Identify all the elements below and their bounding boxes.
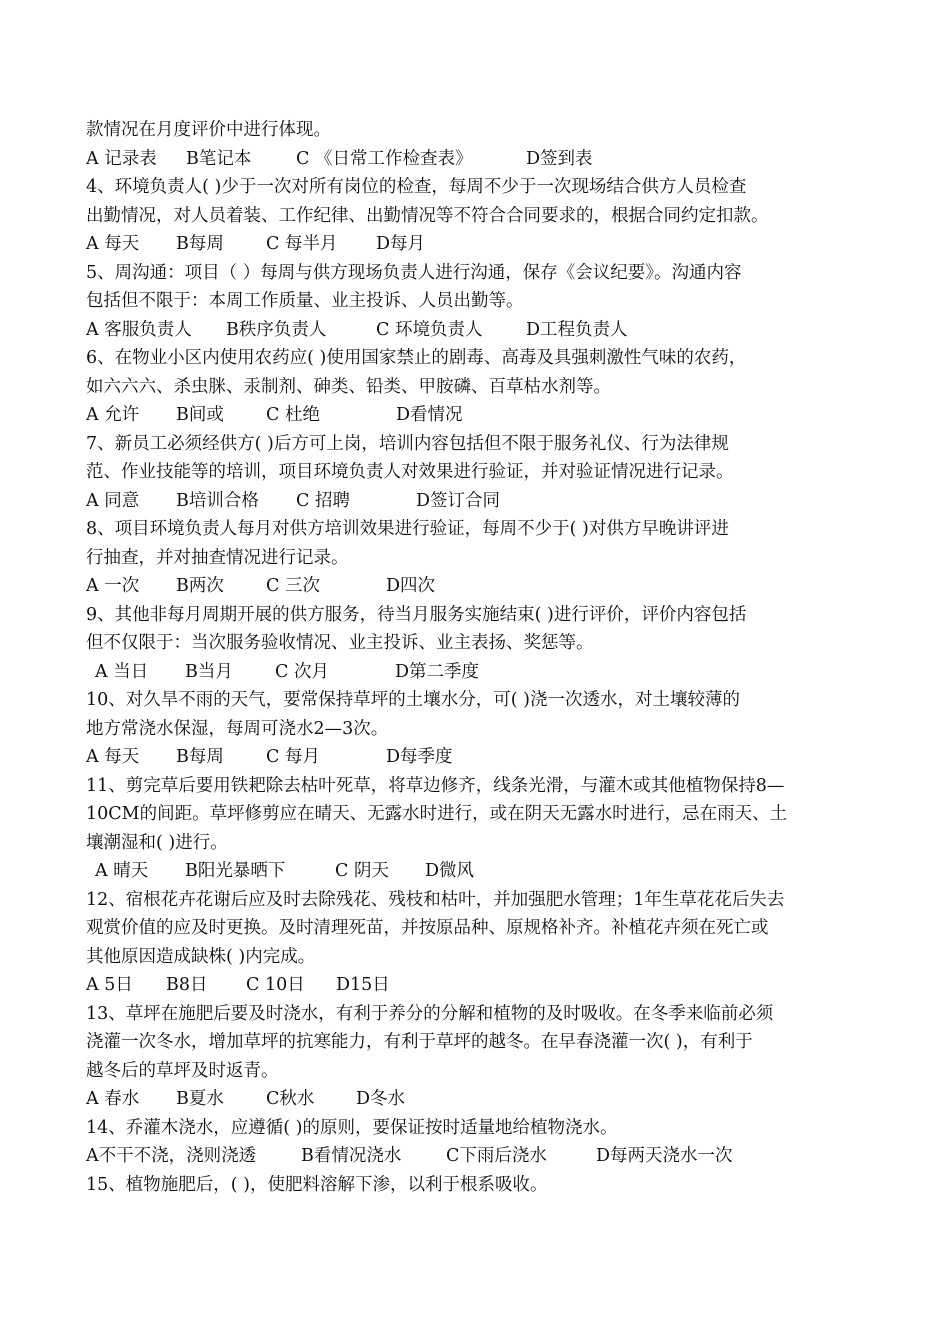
- option-a: A 当日: [95, 661, 149, 682]
- question-block: [86, 173, 866, 259]
- question-text-line: 如六六六、杀虫脒、汞制剂、砷类、铅类、甲胺磷、百草枯水剂等。: [86, 376, 611, 397]
- answer-options: [86, 572, 866, 601]
- option-c: C秋水: [266, 1089, 315, 1109]
- option-c: C 杜绝: [266, 405, 320, 425]
- option-b: B秩序负责人: [226, 319, 327, 340]
- question-text-line: 6、在物业小区内使用农药应( )使用国家禁止的剧毒、高毒及具强刺激性气味的农药，: [86, 348, 747, 368]
- option-d: D四次: [386, 576, 436, 596]
- question-text-line: 包括但不限于：本周工作质量、业主投诉、人员出勤等。: [86, 291, 524, 311]
- option-d: D15日: [336, 975, 390, 995]
- option-b: B每周: [176, 234, 224, 254]
- answer-options: [86, 1085, 866, 1114]
- question-text-line: 出勤情况，对人员着装、工作纪律、出勤情况等不符合合同要求的，根据合同约定扣款。: [86, 205, 769, 226]
- answer-options: [86, 487, 866, 516]
- answer-options: [86, 401, 866, 430]
- option-d: D签到表: [526, 148, 593, 169]
- option-a: A 春水: [86, 1089, 140, 1109]
- option-b: B培训合格: [176, 490, 259, 511]
- question-text-line: 7、新员工必须经供方( )后方可上岗，培训内容包括但不限于服务礼仪、行为法律规: [86, 433, 729, 454]
- answer-options: [86, 316, 866, 345]
- option-c: C 招聘: [296, 490, 350, 511]
- question-text-line: 10、对久旱不雨的天气，要常保持草坪的土壤水分，可( )浇一次透水，对土壤较薄的: [86, 690, 740, 710]
- option-a: A 每天: [86, 747, 140, 767]
- question-text-line: 9、其他非每月周期开展的供方服务，待当月服务实施结束( )进行评价，评价内容包括: [86, 604, 747, 625]
- question-text-line: 11、剪完草后要用铁耙除去枯叶死草，将草边修齐，线条光滑，与灌木或其他植物保持8—: [86, 775, 785, 796]
- option-c: C 10日: [246, 975, 305, 995]
- question-block: [86, 430, 866, 516]
- option-b: B两次: [176, 576, 224, 596]
- question-text-line: 5、周沟通：项目（ ）每周与供方现场负责人进行沟通，保存《会议纪要》。沟通内容: [86, 262, 742, 283]
- option-c: C 每月: [266, 747, 320, 767]
- option-b: B夏水: [176, 1089, 224, 1109]
- option-c: C 每半月: [266, 234, 338, 254]
- option-c: C 阴天: [335, 861, 389, 881]
- question-list: [86, 116, 866, 1199]
- question-block: [86, 344, 866, 430]
- question-block: [86, 1171, 866, 1200]
- option-a: A不干不浇，浇则浇透: [86, 1146, 257, 1166]
- option-d: D每季度: [386, 747, 453, 767]
- question-text-line: 12、宿根花卉花谢后应及时去除残花、残枝和枯叶，并加强肥水管理；1年生草花花后失去: [86, 889, 785, 910]
- answer-options: [86, 857, 866, 886]
- option-b: B间或: [176, 405, 224, 425]
- question-text-line: 壤潮湿和( )进行。: [86, 832, 228, 853]
- option-c: C 《日常工作检查表》: [296, 148, 473, 169]
- option-a: A 一次: [86, 576, 140, 596]
- option-d: D工程负责人: [526, 319, 628, 340]
- question-block: [86, 886, 866, 1000]
- option-c: C 三次: [266, 576, 320, 596]
- option-a: A 每天: [86, 234, 140, 254]
- answer-options: [86, 230, 866, 259]
- question-text-line: 4、环境负责人( )少于一次对所有岗位的检查，每周不少于一次现场结合供方人员检查: [86, 177, 747, 197]
- intro-options: [86, 145, 866, 174]
- option-d: D每两天浇水一次: [596, 1146, 733, 1166]
- option-a: A 客服负责人: [86, 319, 192, 340]
- option-d: D签订合同: [416, 490, 501, 511]
- question-block: [86, 259, 866, 345]
- question-text-line: 行抽查，并对抽查情况进行记录。: [86, 547, 349, 568]
- option-b: B每周: [176, 747, 224, 767]
- question-text-line: 范、作业技能等的培训，项目环境负责人对效果进行验证，并对验证情况进行记录。: [86, 462, 734, 482]
- answer-options: [86, 971, 866, 1000]
- option-c: C 次月: [275, 661, 329, 682]
- option-b: B8日: [166, 975, 208, 995]
- answer-options: [86, 658, 866, 687]
- question-text-line: 15、植物施肥后，( )，使肥料溶解下渗，以利于根系吸收。: [86, 1174, 548, 1195]
- option-d: D微风: [425, 861, 475, 881]
- option-d: D第二季度: [395, 661, 480, 682]
- answer-options: [86, 1142, 866, 1171]
- option-c: C 环境负责人: [376, 319, 483, 340]
- question-block: [86, 686, 866, 772]
- question-block: [86, 1000, 866, 1114]
- intro-line: 款情况在月度评价中进行体现。: [86, 120, 331, 140]
- option-a: A 记录表: [86, 148, 157, 169]
- option-b: B阳光暴晒下: [185, 861, 286, 881]
- option-d: D看情况: [396, 405, 463, 425]
- option-b: B当月: [185, 661, 233, 682]
- question-text-line: 越冬后的草坪及时返青。: [86, 1060, 279, 1081]
- option-a: A 允许: [86, 405, 140, 425]
- question-block: [86, 515, 866, 601]
- question-text-line: 观赏价值的应及时更换。及时清理死苗，并按原品种、原规格补齐。补植花卉须在死亡或: [86, 918, 769, 938]
- option-c: C下雨后浇水: [446, 1146, 547, 1166]
- question-text-line: 其他原因造成缺株( )内完成。: [86, 946, 316, 967]
- option-d: D每月: [376, 234, 426, 254]
- option-a: A 同意: [86, 490, 140, 511]
- option-b: B看情况浇水: [301, 1146, 402, 1166]
- option-a: A 5日: [86, 975, 133, 995]
- question-text-line: 14、乔灌木浇水，应遵循( )的原则，要保证按时适量地给植物浇水。: [86, 1117, 618, 1138]
- answer-options: [86, 743, 866, 772]
- question-text-line: 10CM的间距。草坪修剪应在晴天、无露水时进行，或在阴天无露水时进行，忌在雨天、土: [86, 804, 788, 824]
- question-text-line: 浇灌一次冬水，增加草坪的抗寒能力，有利于草坪的越冬。在早春浇灌一次( )，有利于: [86, 1032, 753, 1052]
- question-block: [86, 772, 866, 886]
- question-block: [86, 601, 866, 687]
- question-text-line: 13、草坪在施肥后要及时浇水，有利于养分的分解和植物的及时吸收。在冬季来临前必须: [86, 1003, 774, 1024]
- question-text-line: 地方常浇水保湿，每周可浇水2—3次。: [86, 718, 389, 739]
- question-text-line: 8、项目环境负责人每月对供方培训效果进行验证，每周不少于( )对供方早晚讲评进: [86, 519, 729, 539]
- option-a: A 晴天: [95, 861, 149, 881]
- question-block: [86, 1114, 866, 1171]
- question-text-line: 但不仅限于：当次服务验收情况、业主投诉、业主表扬、奖惩等。: [86, 633, 594, 653]
- option-d: D冬水: [356, 1089, 406, 1109]
- option-b: B笔记本: [186, 148, 252, 169]
